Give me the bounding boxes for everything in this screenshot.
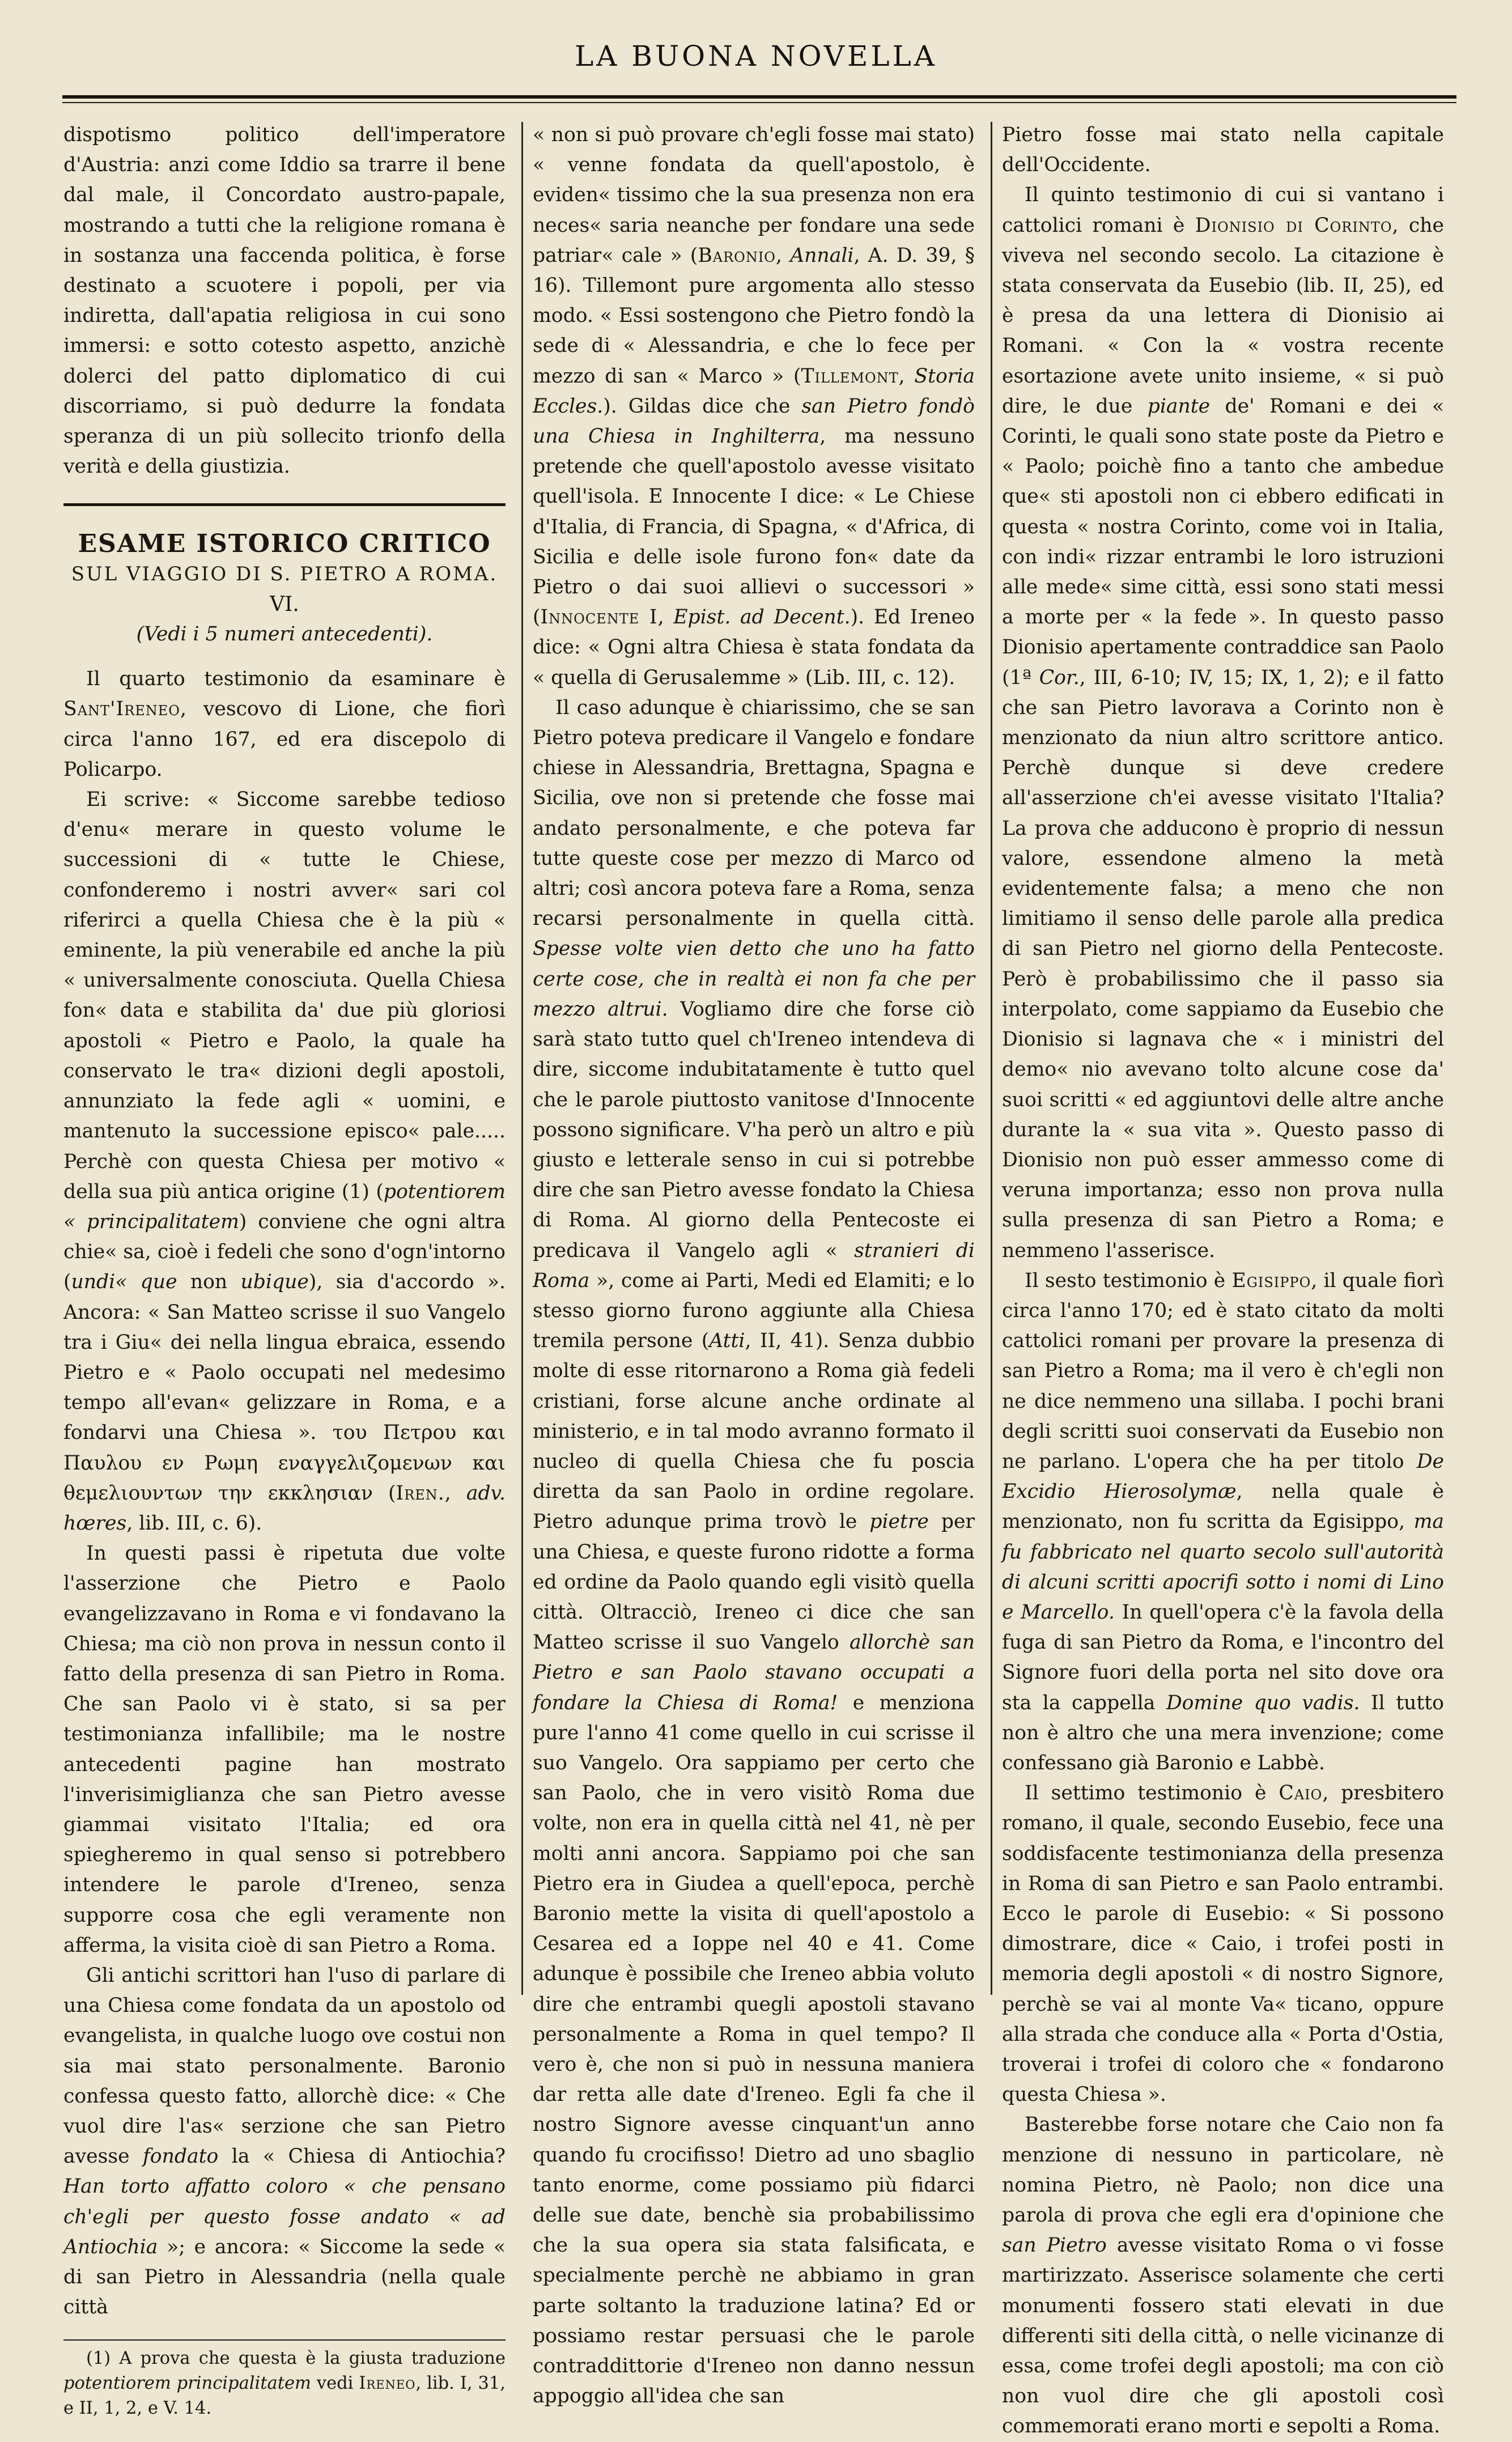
intro-paragraph: dispotismo politico dell'imperatore d'Austria: anzi come Iddio sa trarre il bene dal male, il Concordato austro-papale, mostrando a tutti che la religione romana è in sostanza una faccenda politica, è forse destinato a scuotere i popoli, per via indiretta, dall'apatia religiosa in cui sono immersi: e sotto cotesto aspetto, anzichè dolerci del patto diplomatico di cui discorriamo, si può dedurre la fondata speranza di un più sollecito trionfo della verità e della giustizia.: [63, 124, 506, 478]
author-name: Dionisio di Corinto: [1195, 214, 1392, 237]
column-separator: [991, 122, 992, 1995]
author-name: Caio: [1279, 1782, 1323, 1805]
paragraph: Basterebbe forse notare che Caio non fa menzione di nessuno in particolare, nè nomina Pietro, nè Paolo; non dice una parola di prova che egli era d'opinione che san Pietro avesse visitato Roma o vi fosse martirizzato. Asserisce solamente che certi monumenti fossero stati elevati in due differenti siti della città, o nelle vicinanze di essa, come trofei degli apostoli; ma con ciò non vuol dire che gli apostoli così commemorati erano morti e sepolti a Roma.: [1002, 2113, 1444, 2438]
author-name: Egisippo: [1231, 1269, 1311, 1292]
paragraph: Gli antichi scrittori han l'uso di parlare di una Chiesa come fondata da un apostolo od evangelista, in qualche luogo ove costui non sia mai stato personalmente. Baronio confessa questo fatto, allorchè dice: « Che vuol dire l'as« serzione che san Pietro avesse fondato la « Chiesa di Antiochia? Han torto affatto coloro « che pensano ch'egli per questo fosse andato « ad Antiochia »; e ancora: « Siccome la sede « di san Pietro in Alessandria (nella quale città: [63, 1964, 506, 2319]
masthead-title: LA BUONA NOVELLA: [575, 40, 937, 73]
masthead-rule-thin: [62, 102, 1456, 103]
footnote: (1) A prova che questa è la giusta traduzione potentiorem principalitatem vedi Ireneo, lib. I, 31, e II, 1, 2, e V. 14.: [63, 2348, 506, 2419]
paragraph: Pietro fosse mai stato nella capitale dell'Occidente.: [1002, 124, 1444, 177]
section-note: (Vedi i 5 numeri antecedenti).: [136, 623, 433, 646]
section-title: ESAME ISTORICO CRITICO: [78, 529, 491, 559]
column-separator: [521, 122, 523, 1995]
paragraph: Il settimo testimonio è Caio, presbitero romano, il quale, secondo Eusebio, fece una soddisfacente testimonianza della presenza in Roma di san Pietro e san Paolo entrambi. Ecco le parole di Eusebio: « Si possono dimostrare, dice « Caio, i trofei posti in memoria degli apostoli « di nostro Signore, perchè se vai al monte Va« ticano, oppure alla strada che conduce alla « Porta d'Ostia, troverai i trofei di coloro che « fondarono questa Chiesa ».: [1002, 1782, 1444, 2107]
masthead-rule: [62, 95, 1456, 99]
reference: Iren.: [396, 1481, 445, 1505]
paragraph: « non si può provare ch'egli fosse mai stato) « venne fondata da quell'apostolo, è eviden« tissimo che la sua presenza non era neces« saria neanche per fondare una sede patriar« cale » (Baronio, Annali, A. D. 39, § 16). Tillemont pure argomenta allo stesso modo. « Essi sostengono che Pietro fondò la sede di « Alessandria, e che lo fece per mezzo di san « Marco » (Tillemont, Storia Eccles.). Gildas dice che san Pietro fondò una Chiesa in Inghilterra, ma nessuno pretende che quell'apostolo avesse visitato quell'isola. E Innocente I dice: « Le Chiese d'Italia, di Francia, di Spagna, « d'Africa, di Sicilia e delle isole furono fon« date da Pietro o dai suoi allievi o successori » (Innocente I, Epist. ad Decent.). Ed Ireneo dice: « Ogni altra Chiesa è stata fondata da « quella di Gerusalemme » (Lib. III, c. 12).: [533, 124, 975, 689]
section-subtitle: SUL VIAGGIO DI S. PIETRO A ROMA.: [71, 562, 498, 585]
author-name: Sant'Ireneo: [63, 698, 180, 721]
column-3: [1002, 120, 1444, 2442]
paragraph: Il caso adunque è chiarissimo, che se san Pietro poteva predicare il Vangelo e fondare chiese in Alessandria, Brettagna, Spagna e Sicilia, ove non si pretende che fosse mai andato personalmente, e che poteva far tutte queste cose per mezzo di Marco od altri; così ancora poteva fare a Roma, senza recarsi personalmente in quella città. Spesse volte vien detto che uno ha fatto certe cose, che in realtà ei non fa che per mezzo altrui. Vogliamo dire che forse ciò sarà stato tutto quel ch'Ireneo intendeva di dire, siccome indubitatamente è tutto quel che le parole piuttosto vanitose d'Innocente possono significare. V'ha però un altro e più giusto e letterale senso in cui si potrebbe dire che san Pietro avesse fondato la Chiesa di Roma. Al giorno della Pentecoste ei predicava il Vangelo agli « stranieri di Roma », come ai Parti, Medi ed Elamiti; e lo stesso giorno furono aggiunte alla Chiesa tremila persone (Atti, II, 41). Senza dubbio molte di esse ritornarono a Roma già fedeli cristiani, forse alcune anche ordinate al ministerio, e in tal modo avranno formato il nucleo di quella Chiesa che fu poscia diretta da san Paolo in ordine regolare. Pietro adunque prima trovò le pietre per una Chiesa, e queste furono ridotte a forma ed ordine da Paolo quando egli visitò quella città. Oltracciò, Ireneo ci dice che san Matteo scrisse il suo Vangelo allorchè san Pietro e san Paolo stavano occupati a fondare la Chiesa di Roma! e menziona pure l'anno 41 come quello in cui scrisse il suo Vangelo. Ora sappiamo per certo che san Paolo, che in vero visitò Roma due volte, non era in quella città nel 41, nè per molti anni ancora. Sappiamo poi che san Pietro era in Giudea a quell'epoca, perchè Baronio mette la visita di quell'apostolo a Cesarea ed a Ioppe nel 40 e 41. Come adunque è possibile che Ireneo abbia voluto dire che entrambi quegli apostoli stavano personalmente a Roma in quel tempo? Il vero è, che non si può in nessuna maniera dar retta alle date d'Ireneo. Egli fa che il nostro Signore avesse cinquant'un anno quando fu crocifisso! Dietro ad uno sbaglio tanto enorme, come possiamo più fidarci delle sue date, benchè sia probabilissimo che la sua opera sia stata falsificata, e specialmente perchè ne abbiamo in gran parte soltanto la traduzione latina? Ed or possiamo restar persuasi che le parole contraddittorie d'Ireneo non danno nessun appoggio all'idea che san: [533, 696, 975, 2408]
footnote-rule: [63, 2339, 506, 2341]
paragraph: Il quarto testimonio da esaminare è Sant'Ireneo, vescovo di Lione, che fiorì circa l'anno 167, ed era discepolo di Policarpo.: [63, 668, 506, 781]
paragraph: In questi passi è ripetuta due volte l'asserzione che Pietro e Paolo evangelizzavano in Roma e vi fondavano la Chiesa; ma ciò non prova in nessun conto il fatto della presenza di san Pietro in Roma. Che san Paolo vi è stato, si sa per testimonianza infallibile; ma le nostre antecedenti pagine han mostrato l'inverisimiglianza che san Pietro avesse giammai visitato l'Italia; ed ora spiegheremo in qual senso si potrebbero intendere le parole d'Ireneo, senza supporre cosa che egli veramente non afferma, la visita cioè di san Pietro a Roma.: [63, 1542, 506, 1957]
section-number: VI.: [270, 592, 299, 616]
paragraph: Il sesto testimonio è Egisippo, il quale fiorì circa l'anno 170; ed è stato citato da molti cattolici romani per provare la presenza di san Pietro a Roma; ma il vero è ch'egli non ne dice nemmeno una sillaba. I pochi brani degli scritti suoi conservati da Eusebio non ne parlano. L'opera che ha per titolo De Excidio Hierosolymæ, nella quale è menzionato, non fu scritta da Egisippo, ma fu fabbricato nel quarto secolo sull'autorità di alcuni scritti apocrifi sotto i nomi di Lino e Marcello. In quell'opera c'è la favola della fuga di san Pietro da Roma, e l'incontro del Signore fuori della porta nel sito dove ora sta la cappella Domine quo vadis. Il tutto non è altro che una mera invenzione; come confessano già Baronio e Labbè.: [1002, 1269, 1445, 1774]
paragraph: Il quinto testimonio di cui si vantano i cattolici romani è Dionisio di Corinto, che viveva nel secondo secolo. La citazione è stata conservata da Eusebio (lib. II, 25), ed è presa da una lettera di Dionisio ai Romani. « Con la « vostra recente esortazione avete unito insieme, « si può dire, le due piante de' Romani e dei « Corinti, le quali sono state poste da Pietro e « Paolo; poichè fino a tanto che ambedue que« sti apostoli non ci ebbero edificati in questa « nostra Corinto, come voi in Italia, con indi« rizzar entrambi le loro istruzioni alle mede« sime città, essi sono stati messi a morte per « la fede ». In questo passo Dionisio apertamente contraddice san Paolo (1ª Cor., III, 6-10; IV, 15; IX, 1, 2); e il fatto che san Pietro lavorava a Corinto non è menzionato da niun altro scrittore antico. Perchè dunque si deve credere all'asserzione ch'ei avesse visitato l'Italia? La prova che adducono è proprio di nessun valore, essendone almeno la metà evidentemente falsa; a meno che non limitiamo il senso delle parole alla predica di san Pietro nel giorno della Pentecoste. Però è probabilissimo che il passo sia interpolato, come sappiamo da Eusebio che Dionisio si lagnava che « i ministri del demo« nio avevano tolto alcune cose da' suoi scritti « ed aggiuntovi delle altre anche durante la « sua vita ». Questo passo di Dionisio non può esser ammesso come di veruna importanza; esso non prova nulla sulla presenza di san Pietro a Roma; e nemmeno l'asserisce.: [1002, 184, 1444, 1262]
paragraph: Ei scrive: « Siccome sarebbe tedioso d'enu« merare in questo volume le successioni di « tutte le Chiese, confonderemo i nostri avver« sari col riferirci a quella Chiesa che è la più « eminente, la più venerabile ed anche la più « universalmente conosciuta. Quella Chiesa fon« data e stabilita da' due più gloriosi apostoli « Pietro e Paolo, la quale ha conservato le tra« dizioni degli apostoli, annunziato la fede agli « uomini, e mantenuto la successione episco« pale..... Perchè con questa Chiesa per motivo « della sua più antica origine (1) (potentiorem « principalitatem) conviene che ogni altra chie« sa, cioè i fedeli che sono d'ogn'intorno (undi« que non ubique), sia d'accordo ». Ancora: « San Matteo scrisse il suo Vangelo tra i Giu« dei nella lingua ebraica, essendo Pietro e « Paolo occupati nel medesimo tempo all'evan« gelizzare in Roma, e a fondarvi una Chiesa ». του Πετρου και Παυλου εν Ρωμη εναγγελιζομενων και θεμελιουντων την εκκλησιαν (Iren., adv. hœres, lib. III, c. 6).: [63, 788, 506, 1535]
column-2: [533, 120, 975, 2411]
column-1: [63, 120, 506, 2421]
section-divider: [63, 503, 506, 506]
